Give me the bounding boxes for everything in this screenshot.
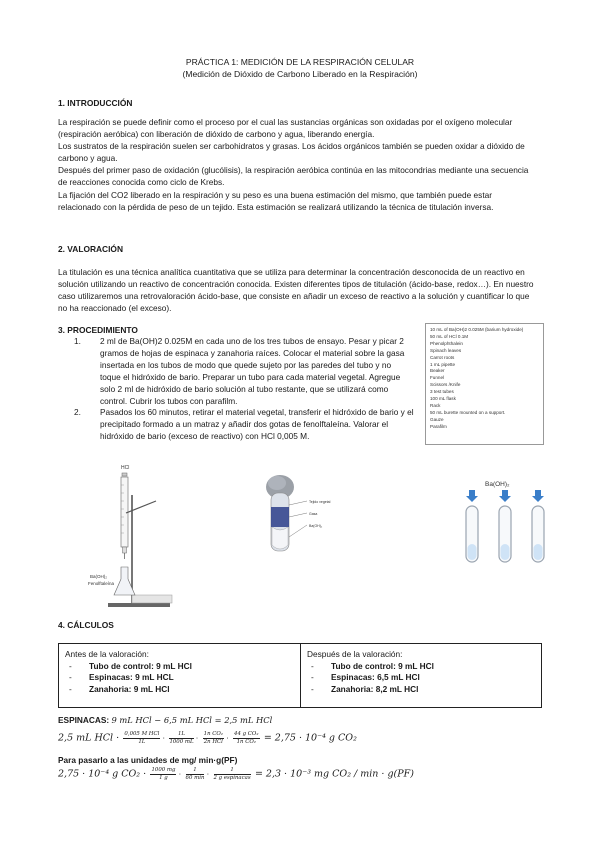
material-item: Parafilm	[430, 423, 447, 429]
fraction: $\frac{\text{1n CO₂}}{\text{2n HCl}}$	[203, 731, 223, 745]
valoracion-text	[58, 266, 536, 314]
units-label: Para pasarlo a las unidades de mg/ min·g(PF)	[58, 755, 238, 765]
procedure-step-text: 2 ml de Ba(OH)2 0.025M en cada uno de los tres tubos de ensayo. Pesar y picar 2 gramos de hojas de espinaca y zanahoria raíces. Colocar el material sobre la gasa insertada en los tubos de modo que quede sujeto por las paredes del tubo y no toque el hidróxido de bario. Preparar un tubo para cada material vegetal. Agregue solo 2 ml de hidróxido de bario solución al tubo restante, que se utilizará como control. Cubrir los tubos con parafilm.	[100, 336, 405, 406]
three-tubes-figure	[455, 476, 555, 576]
before-item: - Tubo de control: 9 mL HCl	[65, 661, 294, 673]
tube-label: Ba(OH)₂	[309, 524, 323, 528]
plant-material	[271, 507, 289, 527]
flask-label: Fenolftaleína	[88, 581, 115, 586]
calculations-table	[58, 643, 542, 708]
procedure-step-text: Pasados los 60 minutos, retirar el material vegetal, transferir el hidróxido de bario y el precipitado formado a un matraz y añadir dos gotas de fenolftaleína. Valorar el hidróxido de bario (exceso de reactivo) con HCl 0,005 M.	[100, 407, 414, 442]
before-title: Antes de la valoración:	[65, 649, 149, 659]
intro-paragraph: La fijación del CO2 liberado en la respiración y su peso es una buena estimación del mismo, que también puede estar relacionado con la pérdida de peso de un tejido. Esta estimación se realizará utilizando la técnica de titulación inversa.	[58, 189, 494, 212]
before-item: - Espinacas: 9 mL HCL	[65, 672, 294, 684]
fraction: $\frac{1}{60 \min}$	[185, 767, 205, 781]
after-item: - Zanahoria: 8,2 mL HCl	[307, 684, 535, 696]
test-tube-photo	[255, 467, 355, 567]
material-item: Funnel	[430, 375, 445, 381]
material-item: Phenolphthalein	[430, 340, 463, 346]
material-item: Scissors /Knife	[430, 382, 461, 388]
flask-label: Ba(OH)₂	[90, 574, 107, 579]
material-item: 10 mL of Ba(OH)2 0.025M (barium hydroxide)	[430, 327, 524, 332]
material-item: 100 mL flask	[430, 396, 456, 402]
material-item: Rack	[430, 402, 441, 408]
procedure-list	[74, 336, 414, 443]
procedimiento-heading: 3. PROCEDIMIENTO	[58, 325, 138, 335]
fraction: $\frac{\text{44 g CO₂}}{\text{1n CO₂}}$	[234, 731, 259, 745]
procedure-step	[74, 407, 414, 443]
espinacas-expression: 9 mL HCl − 6,5 mL HCl = 2,5 mL HCl	[111, 715, 273, 725]
intro-paragraph: Los sustratos de la respiración suelen ser carbohidratos y grasas. Los ácidos orgánicos también se pueden oxidar a dióxido de carbono y agua.	[58, 141, 525, 164]
document-title: PRÁCTICA 1: MEDICIÓN DE LA RESPIRACIÓN CELULAR	[185, 57, 415, 67]
material-item: Carrot roots	[430, 354, 455, 360]
valoracion-heading: 2. VALORACIÓN	[58, 244, 123, 254]
material-item: Spinach leaves	[430, 347, 462, 353]
procedure-step	[74, 336, 414, 407]
after-title: Después de la valoración:	[307, 649, 403, 659]
after-item: - Tubo de control: 9 mL HCl	[307, 661, 535, 673]
stand-base	[108, 603, 170, 607]
units-equation: 2,75 · 10⁻⁴ g CO₂ · $\frac{1000 mg}{1 g}$ · $\frac{1}{60 \min}$ · $\frac{1}{\text{2 g espinacas}}$ = 2,3 · 10⁻³ mg CO₂ / min · g(PF)	[58, 767, 414, 781]
material-item: 3 test tubes	[430, 389, 454, 395]
burette-top-label: HCl	[121, 465, 130, 471]
tubes-label: Ba(OH)₂	[485, 481, 510, 488]
before-column	[59, 644, 300, 707]
espinacas-equation	[58, 715, 272, 725]
valoracion-paragraph: La titulación es una técnica analítica cuantitativa que se utiliza para determinar la concentración desconocida de un reactivo en solución utilizando un reactivo de concentración conocida. Existen diferentes tipos de titulación (ácido-base, redox…). En nuestro caso utilizaremos una retrovaloración ácido-base, que consiste en añadir un exceso de reactivo a la solución y cuantificar lo que no ha reaccionado (el exceso).	[58, 267, 534, 314]
material-item: 50 mL of HCl 0.1M	[430, 333, 469, 339]
material-item: 50 mL burette mounted on a support.	[430, 409, 506, 415]
intro-text	[58, 116, 536, 213]
material-item: 1 mL pipette	[430, 361, 456, 367]
intro-paragraph: Después del primer paso de oxidación (glucólisis), la respiración aeróbica continúa en las mitocondrias mediante una secuencia de reacciones conocida como ciclo de Krebs.	[58, 165, 529, 188]
conversion-result: = 2,75 · 10⁻⁴ g CO₂	[263, 732, 357, 744]
material-item: Beaker	[430, 368, 445, 374]
fraction: $\frac{1}{\text{2 g espinacas}}$	[213, 767, 251, 781]
procedure-step-number: 1.	[74, 336, 81, 346]
before-item: - Zanahoria: 9 mL HCl	[65, 684, 294, 696]
calculos-heading: 4. CÁLCULOS	[58, 620, 114, 630]
fraction: $\frac{\text{0,005 M HCl}}{1L}$	[124, 731, 160, 745]
burette-setup-figure	[88, 455, 198, 615]
tube-label: Tejido vegetal	[309, 500, 331, 504]
fraction: $\frac{1000 mg}{1 g}$	[151, 767, 176, 781]
after-column	[300, 644, 541, 707]
units-start: 2,75 · 10⁻⁴ g CO₂ ·	[58, 768, 147, 780]
tube-label: Gasa	[309, 512, 318, 516]
intro-heading: 1. INTRODUCCIÓN	[58, 98, 133, 108]
conversion-start: 2,5 mL HCl ·	[58, 732, 120, 744]
stand-clamp	[126, 501, 156, 513]
burette-stopcock	[123, 547, 127, 553]
materials-list	[425, 323, 544, 445]
intro-paragraph: La respiración se puede definir como el proceso por el cual las sustancias orgánicas son oxidadas por el oxígeno molecular (respiración aeróbica) con liberación de dióxido de carbono y agua, liberando energía.	[58, 117, 513, 140]
document-subtitle: (Medición de Dióxido de Carbono Liberado en la Respiración)	[182, 69, 418, 79]
material-item: Gauze	[430, 416, 444, 422]
after-item: - Espinacas: 6,5 mL HCl	[307, 672, 535, 684]
espinacas-label: ESPINACAS:	[58, 715, 110, 725]
fraction: $\frac{1L}{1000 mL}$	[169, 731, 194, 745]
procedure-step-number: 2.	[74, 407, 81, 418]
arrow-down-icon	[466, 490, 544, 502]
conversion-equation: 2,5 mL HCl · $\frac{\text{0,005 M HCl}}{1L}$ · $\frac{1L}{1000 mL}$ · $\frac{\text{1n CO₂}}{\text{2n HCl}}$ · $\frac{\text{44 g CO₂}}{\text{1n CO₂}}$ = 2,75 · 10⁻⁴ g CO₂	[58, 731, 357, 745]
units-result: = 2,3 · 10⁻³ mg CO₂ / min · g(PF)	[254, 768, 414, 780]
